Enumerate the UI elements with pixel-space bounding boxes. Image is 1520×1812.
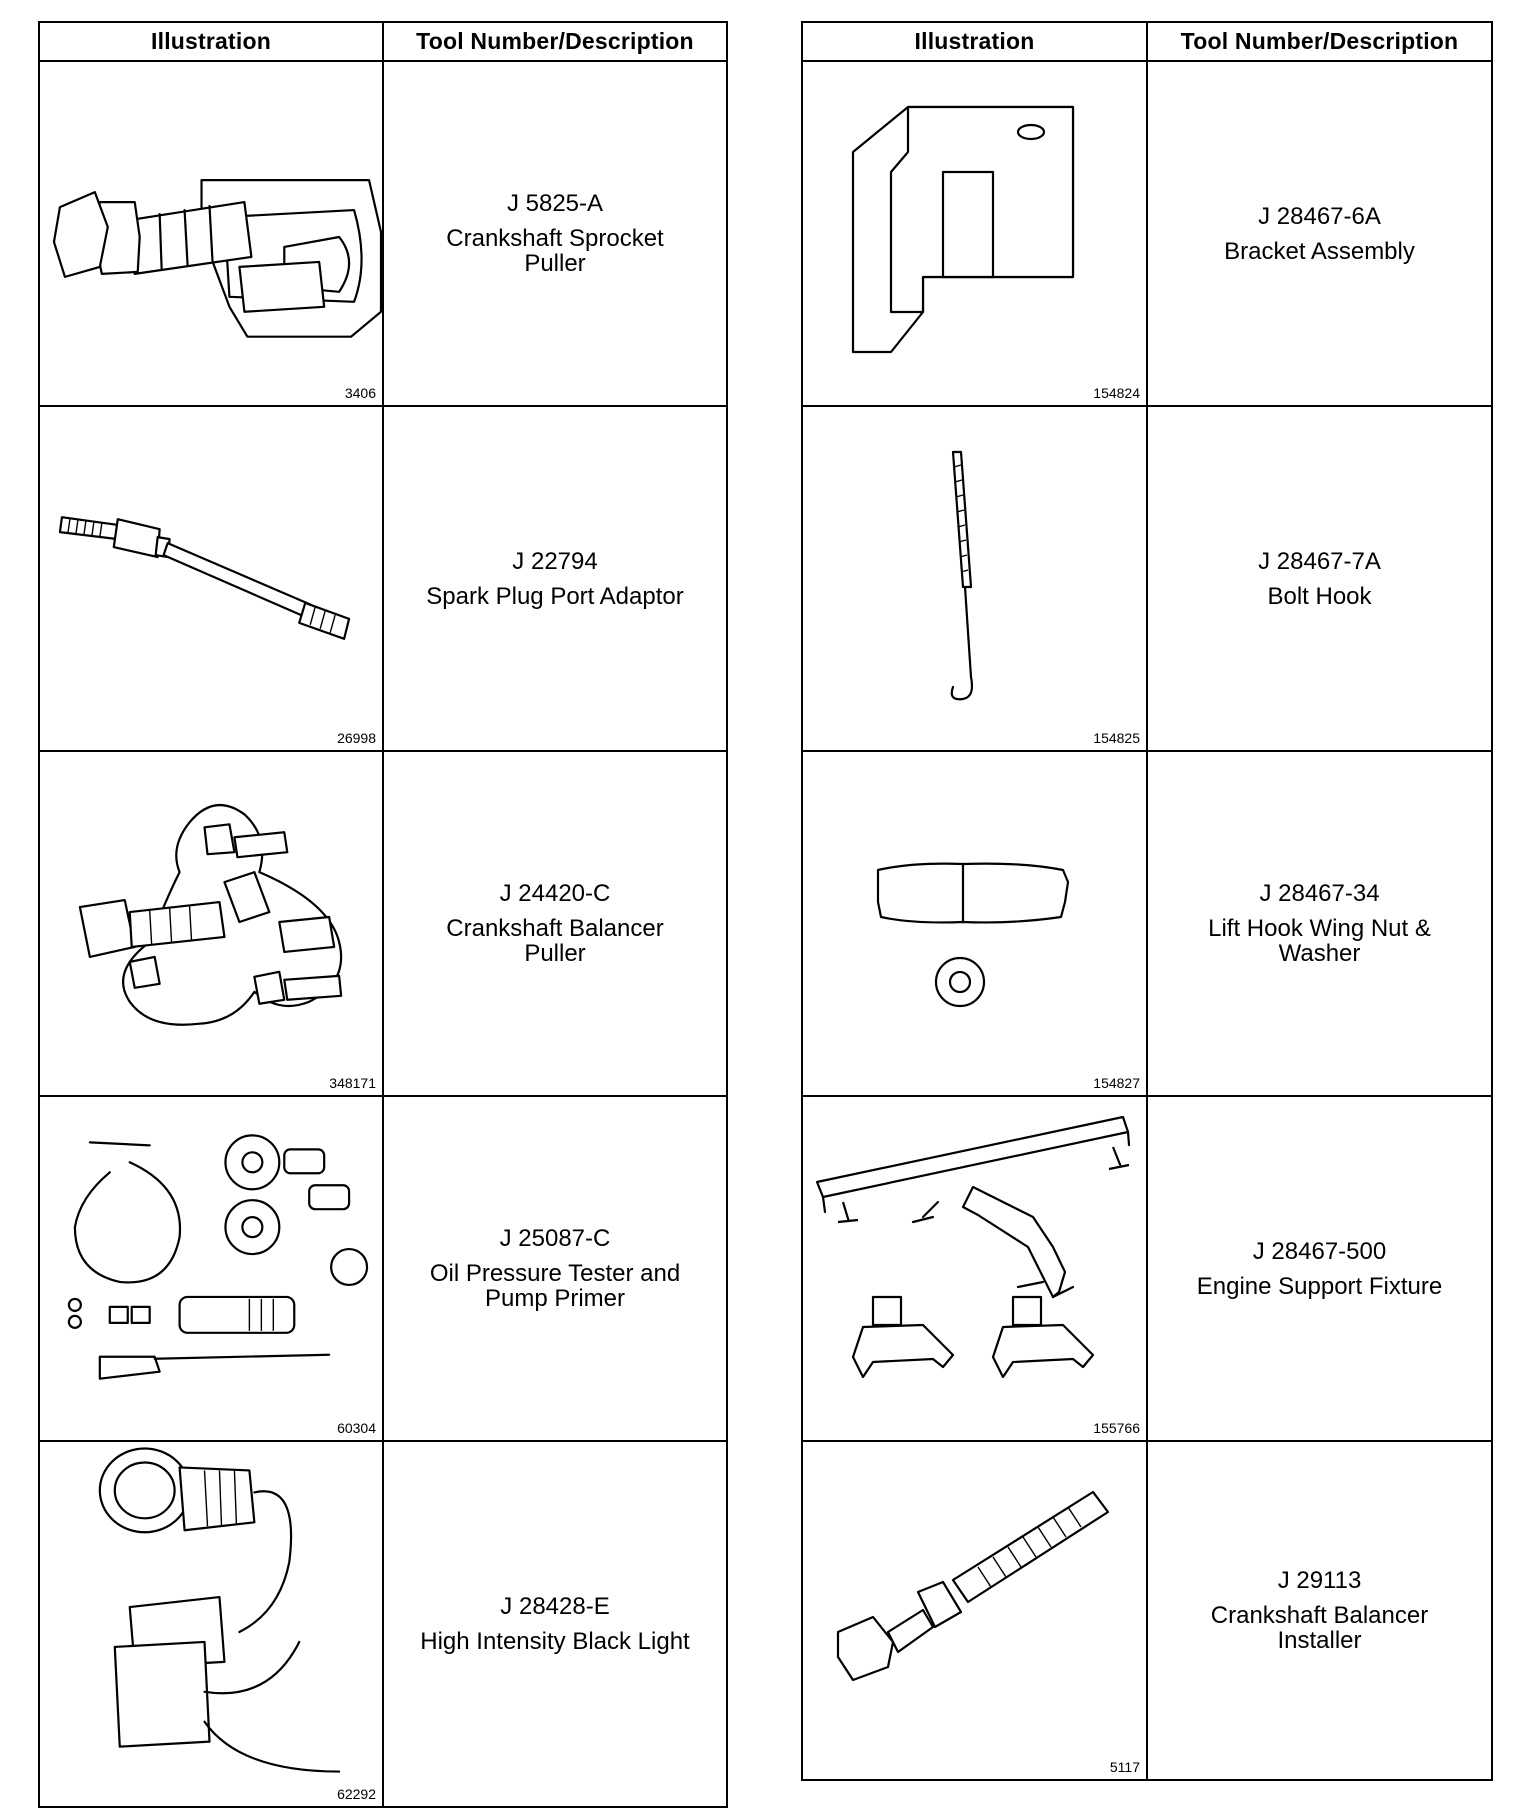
description-cell (1147, 406, 1492, 751)
figure-number: 3406 (344, 385, 376, 401)
illustration-cell (802, 751, 1147, 1096)
tool-description: Bolt Hook (1267, 582, 1372, 610)
illustration-cell (39, 1096, 383, 1441)
figure-number: 62292 (337, 1786, 376, 1802)
figure-number: 154824 (1093, 385, 1140, 401)
table-row (802, 61, 1492, 406)
tool-description: Lift Hook Wing Nut & Washer (1208, 915, 1431, 967)
tool-description: High Intensity Black Light (420, 1628, 690, 1655)
tool-description: Crankshaft Balancer Installer (1210, 1602, 1429, 1654)
tool-description: Engine Support Fixture (1196, 1272, 1443, 1300)
table-header-row (802, 22, 1492, 61)
figure-number: 5117 (1109, 1759, 1140, 1775)
illustration-cell (802, 406, 1147, 751)
spark-plug-adaptor-icon (40, 407, 382, 750)
figure-number: 348171 (329, 1075, 376, 1091)
header-tool-number: Tool Number/Description (1147, 22, 1492, 61)
tool-description: Oil Pressure Tester and Pump Primer (429, 1260, 681, 1312)
header-tool-number: Tool Number/Description (383, 22, 727, 61)
engine-support-fixture-icon (803, 1097, 1146, 1440)
tool-description: Spark Plug Port Adaptor (426, 582, 684, 610)
bolt-hook-icon (803, 407, 1146, 750)
figure-number: 155766 (1093, 1420, 1140, 1436)
tool-number: J 25087-C (499, 1225, 611, 1252)
illustration-cell (802, 1096, 1147, 1441)
description-cell (383, 1096, 727, 1441)
header-illustration: Illustration (39, 22, 383, 61)
description-cell (1147, 1096, 1492, 1441)
tool-table-left (38, 21, 728, 1808)
table-row (802, 751, 1492, 1096)
illustration-cell (39, 406, 383, 751)
description-cell (1147, 1441, 1492, 1780)
sprocket-puller-icon (40, 62, 382, 405)
tool-number: J 22794 (512, 547, 598, 575)
table-row (802, 1096, 1492, 1441)
table-row (802, 1441, 1492, 1780)
tool-description: Crankshaft Balancer Puller (446, 915, 664, 967)
tool-description: Bracket Assembly (1224, 237, 1415, 265)
description-cell (383, 1441, 727, 1807)
illustration-cell (39, 751, 383, 1096)
tool-number: J 28428-E (500, 1593, 610, 1620)
table-row (39, 61, 727, 406)
tool-description: Crankshaft Sprocket Puller (446, 225, 664, 277)
illustration-cell (802, 61, 1147, 406)
tool-number: J 5825-A (506, 190, 604, 217)
table-row (39, 406, 727, 751)
tool-table-right (801, 21, 1493, 1781)
tool-number: J 28467-500 (1252, 1237, 1387, 1265)
tool-number: J 29113 (1277, 1567, 1362, 1594)
description-cell (1147, 751, 1492, 1096)
black-light-icon (40, 1442, 382, 1806)
illustration-cell (39, 1441, 383, 1807)
header-illustration: Illustration (802, 22, 1147, 61)
table-row (802, 406, 1492, 751)
figure-number: 154825 (1093, 730, 1140, 746)
table-header-row (39, 22, 727, 61)
tool-number: J 24420-C (499, 880, 611, 907)
description-cell (1147, 61, 1492, 406)
bracket-icon (803, 62, 1146, 405)
description-cell (383, 406, 727, 751)
tool-number: J 28467-7A (1258, 547, 1381, 575)
figure-number: 26998 (337, 730, 376, 746)
oil-pressure-tester-icon (40, 1097, 382, 1440)
description-cell (383, 61, 727, 406)
balancer-puller-icon (40, 752, 382, 1095)
tool-number: J 28467-34 (1259, 880, 1380, 907)
table-row (39, 1096, 727, 1441)
table-row (39, 751, 727, 1096)
table-row (39, 1441, 727, 1807)
figure-number: 60304 (337, 1420, 376, 1436)
illustration-cell (802, 1441, 1147, 1780)
description-cell (383, 751, 727, 1096)
illustration-cell (39, 61, 383, 406)
balancer-installer-icon (803, 1442, 1146, 1779)
wing-nut-washer-icon (803, 752, 1146, 1095)
tool-number: J 28467-6A (1258, 202, 1381, 230)
figure-number: 154827 (1093, 1075, 1140, 1091)
